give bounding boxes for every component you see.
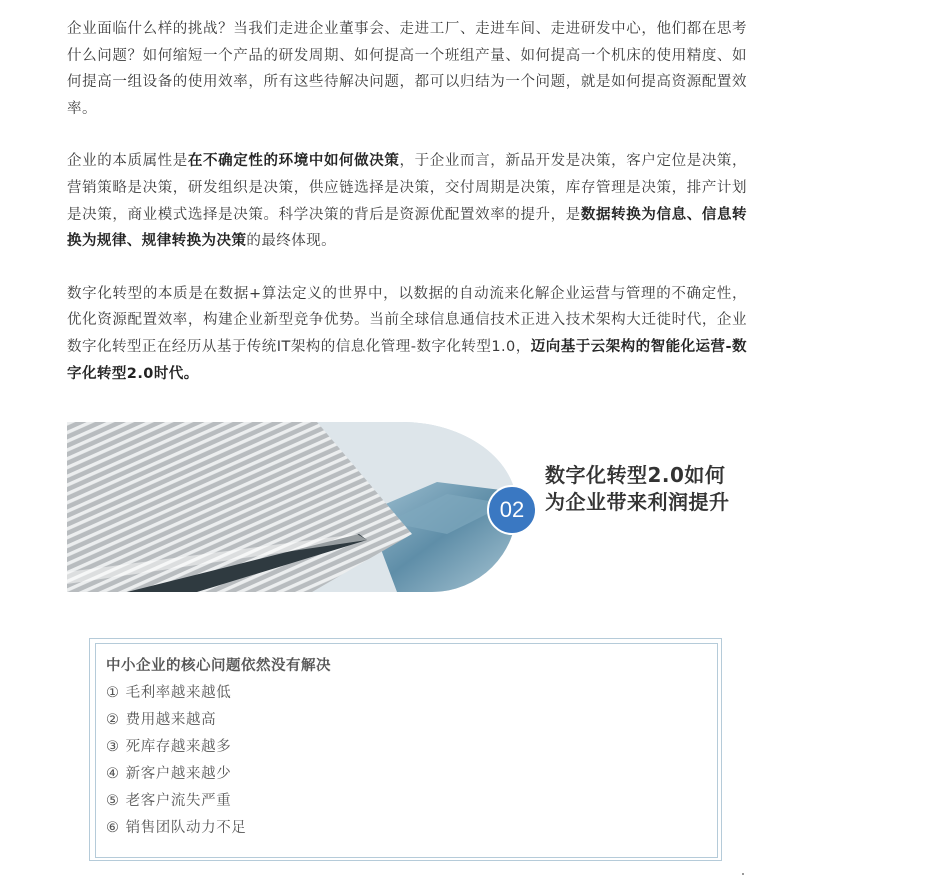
section-title-line: 数字化转型2.0如何 [545, 463, 726, 487]
paragraph-text: ，于企业而言，新品开发是决策，客户定位是决策，营销策略是决策，研发组织是决策，供应链选择是决策，交付周期是决策，库存管理是决策，排产计划是决策，商业模式选择是决策。科学决策的背后是资源优配置效率的提升，是 [67, 153, 747, 223]
bold-text: 在不确定性的环境中如何做决策 [187, 153, 400, 170]
section-title [545, 462, 755, 516]
list-text: 费用越来越高 [125, 712, 217, 728]
problem-list [106, 680, 706, 842]
bold-text: 迈向基于云架构的智能化运营-数字化转型2.0时代。 [67, 338, 747, 382]
box-heading: 中小企业的核心问题依然没有解决 [106, 658, 331, 674]
paragraph-challenges [67, 16, 747, 122]
core-problems-box [106, 653, 706, 842]
section-number-badge: 02 [487, 485, 537, 535]
paragraph-text: 数字化转型的本质是在数据+算法定义的世界中，以数据的自动流来化解企业运营与管理的不确定性，优化资源配置效率，构建企业新型竞争优势。当前全球信息通信技术正进入技术架构大迁徙时代，企业数字化转型正在经历从基于传统IT架构的信息化管理-数字化转型1.0， [67, 285, 747, 355]
list-item [106, 680, 706, 707]
list-number: ③ [106, 739, 120, 755]
list-number: ④ [106, 766, 120, 782]
decorative-dot [742, 873, 744, 875]
list-text: 毛利率越来越低 [125, 685, 232, 701]
building-photo [67, 422, 517, 592]
list-text: 销售团队动力不足 [125, 820, 247, 836]
paragraph-text: 企业面临什么样的挑战？当我们走进企业董事会、走进工厂、走进车间、走进研发中心，他们都在思考什么问题？如何缩短一个产品的研发周期、如何提高一个班组产量、如何提高一个机床的使用精度、如何提高一组设备的使用效率，所有这些待解决问题，都可以归结为一个问题，就是如何提高资源配置效率。 [67, 21, 747, 117]
article-body [67, 16, 747, 413]
list-number: ⑥ [106, 820, 120, 836]
list-item [106, 815, 706, 842]
list-number: ⑤ [106, 793, 120, 809]
bold-text: 数据转换为信息、信息转换为规律、规律转换为决策 [67, 206, 748, 250]
list-item [106, 761, 706, 788]
list-text: 老客户流失严重 [125, 793, 232, 809]
list-item [106, 734, 706, 761]
list-number: ① [106, 685, 120, 701]
list-item [106, 707, 706, 734]
list-text: 死库存越来越多 [125, 739, 232, 755]
section-title-line: 为企业带来利润提升 [545, 490, 730, 514]
paragraph-transformation [67, 281, 747, 387]
list-number: ② [106, 712, 120, 728]
paragraph-text: 企业的本质属性是 [67, 153, 188, 170]
list-item [106, 788, 706, 815]
paragraph-decision [67, 148, 747, 254]
section-banner [67, 422, 757, 592]
paragraph-text: 的最终体现。 [246, 233, 337, 250]
list-text: 新客户越来越少 [125, 766, 232, 782]
